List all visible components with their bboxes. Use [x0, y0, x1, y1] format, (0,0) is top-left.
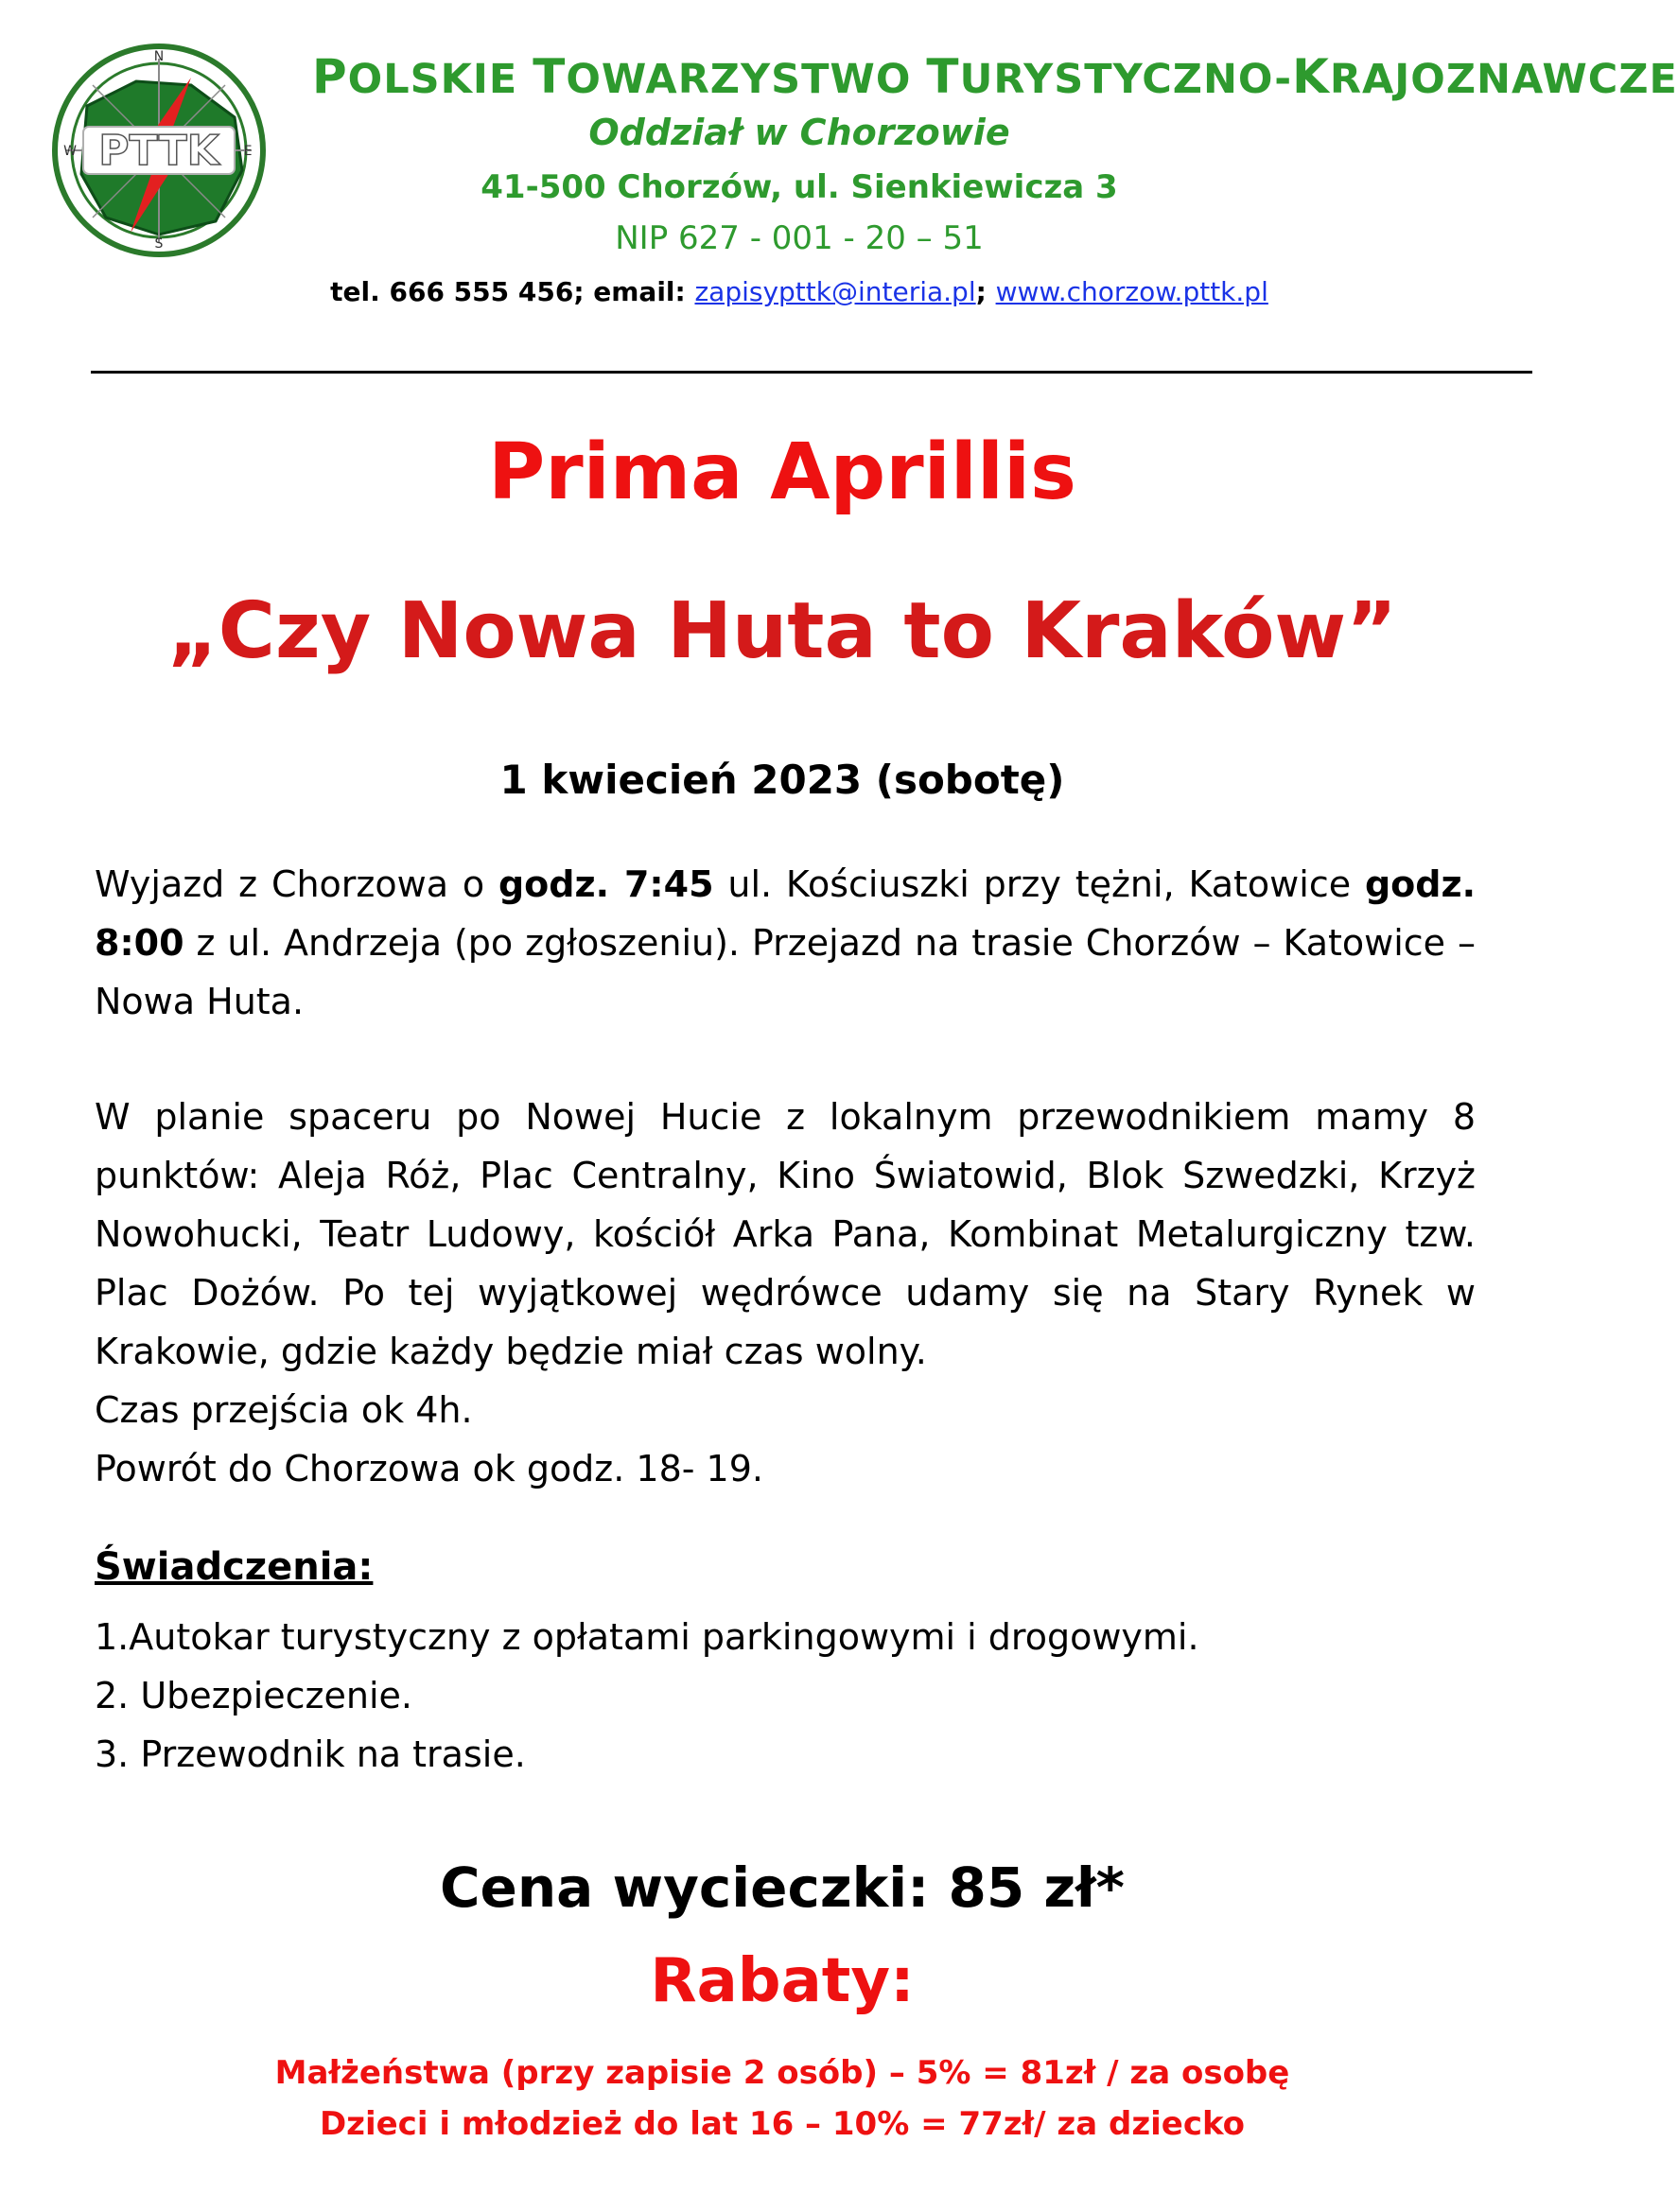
org-rest-2: OWARZYSTWO: [566, 56, 927, 103]
compass-s: S: [154, 236, 164, 252]
org-initial-4: K: [1292, 49, 1330, 104]
branch-name: Oddział w Chorzowie: [588, 112, 1010, 153]
service-item: 2. Ubezpieczenie.: [95, 1675, 412, 1716]
pttk-logo: [49, 32, 269, 269]
org-rest-1: OLSKIE: [347, 56, 533, 103]
compass-e: E: [243, 144, 253, 159]
org-initial-2: T: [533, 49, 567, 104]
email-link[interactable]: zapisypttk@interia.pl: [694, 276, 976, 307]
compass-n: N: [153, 49, 165, 64]
website-link[interactable]: www.chorzow.pttk.pl: [995, 276, 1268, 307]
p1-text-e: z ul. Andrzeja (po zgłoszeniu). Przejazd na trasie Chorzów – Katowice – Nowa Huta.: [95, 922, 1476, 1022]
nip-number: NIP 627 - 001 - 20 – 51: [615, 219, 984, 257]
p1-time-1: godz. 7:45: [498, 863, 714, 905]
compass-w: W: [63, 144, 77, 159]
walk-time: Czas przejścia ok 4h.: [95, 1389, 473, 1431]
p1-time-2: godz. 8:00: [95, 863, 1476, 964]
header-divider: [91, 371, 1532, 374]
org-initial-3: T: [926, 49, 960, 104]
departure-paragraph: [95, 855, 1476, 1031]
p1-text-c: ul. Kościuszki przy tężni, Katowice: [713, 863, 1365, 905]
org-rest-3: URYSTYCZNO-: [959, 56, 1293, 103]
contact-line: [284, 276, 1315, 307]
event-subtitle: „Czy Nowa Huta to Kraków”: [166, 586, 1398, 676]
address: 41-500 Chorzów, ul. Sienkiewicza 3: [481, 168, 1118, 206]
discount-item: Małżeństwa (przy zapisie 2 osób) – 5% = 81zł / za osobę: [274, 2054, 1290, 2092]
org-initial-1: P: [312, 49, 348, 104]
organization-name: [312, 49, 1678, 104]
return-time: Powrót do Chorzowa ok godz. 18- 19.: [95, 1448, 763, 1489]
itinerary-paragraph: W planie spaceru po Nowej Hucie z lokalnym przewodnikiem mamy 8 punktów: Aleja Róż, Plac Centralny, Kino Światowid, Blok Szwedzki, Krzyż Nowohucki, Teatr Ludowy, kościół Arka Pana, Kombinat Metalurgiczny tzw. Plac Dożów. Po tej wyjątkowej wędrówce udamy się na Stary Rynek w Krakowie, gdzie każdy będzie miał czas wolny.: [95, 1096, 1476, 1372]
phone-email-label: tel. 666 555 456; email:: [330, 276, 695, 307]
event-date: 1 kwiecień 2023 (sobotę): [499, 757, 1065, 803]
event-title: Prima Aprillis: [488, 427, 1076, 517]
discount-item: Dzieci i młodzież do lat 16 – 10% = 77zł/ za dziecko: [319, 2105, 1246, 2143]
services-heading: Świadczenia:: [95, 1545, 374, 1589]
service-item: 3. Przewodnik na trasie.: [95, 1733, 526, 1775]
service-item: 1.Autokar turystyczny z opłatami parkingowymi i drogowymi.: [95, 1616, 1199, 1658]
discounts-heading: Rabaty:: [650, 1946, 915, 2016]
contact-separator: ;: [975, 276, 996, 307]
trip-price: Cena wycieczki: 85 zł*: [439, 1855, 1125, 1920]
p1-text-a: Wyjazd z Chorzowa o: [95, 863, 498, 905]
org-rest-4: RAJOZNAWCZE: [1329, 56, 1678, 103]
logo-text: PTTK: [98, 127, 219, 175]
